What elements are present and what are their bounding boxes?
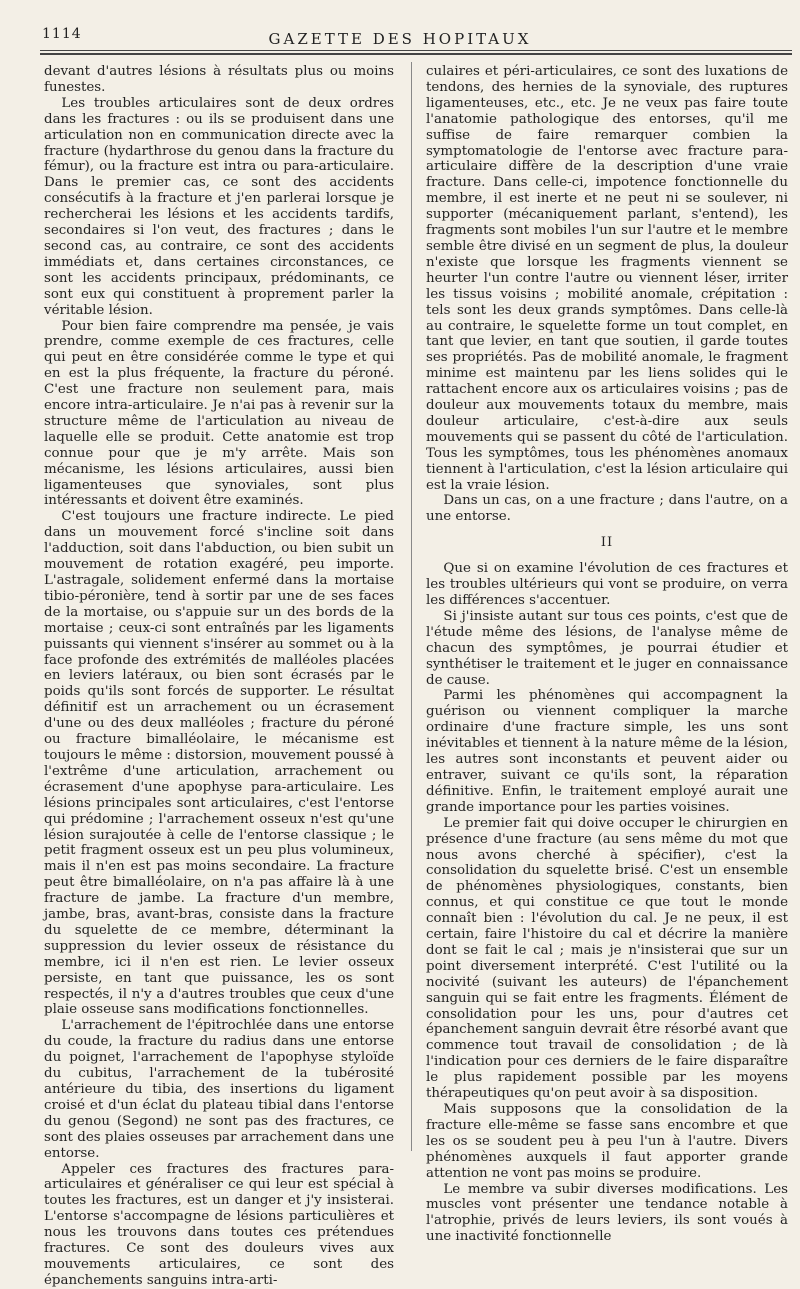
section-heading: II: [600, 535, 614, 551]
paragraph: Pour bien faire comprendre ma pensée, je vais prendre, comme exemple de ces fractures, celle qui peut en être considérée comme le type et qui en est la plus fréquente, la fracture du péroné. C'est une fracture non seulement para, mais encore intra-articulaire. Je n'ai pas à revenir sur la structure même de l'articulation au niveau de laquelle elle se produit. Cette anatomie est trop connue pour que je m'y arrête. Mais son mécanisme, les lésions articulaires, aussi bien ligamenteuses que synoviales, sont plus intéressants et doivent être examinés.: [44, 318, 394, 509]
paragraph: L'arrachement de l'épitrochlée dans une entorse du coude, la fracture du radius dans une entorse du poignet, l'arrachement de l'apophyse styloïde du cubitus, l'arrachement de la tubérosité antérieure du tibia, des insertions du ligament croisé et d'un éclat du plateau tibial dans l'entorse du genou (Segond) ne sont pas des fractures, ce sont des plaies osseuses par arrachement dans une entorse.: [44, 1018, 394, 1161]
paragraph: devant d'autres lésions à résultats plus ou moins funestes.: [44, 64, 394, 95]
paragraph: Parmi les phénomènes qui accompagnent la guérison ou viennent compliquer la marche ordinaire d'une fracture simple, les uns sont inévitables et tiennent à la nature même de la lésion, les autres sont inconstants et peuvent aider ou entraver, suivant ce qu'ils sont, la réparation définitive. Enfin, le traitement employé aurait une grande importance pour les parties voisines.: [426, 688, 788, 815]
paragraph: Les troubles articulaires sont de deux ordres dans les fractures : ou ils se produisent dans une articulation non en communication directe avec la fracture (hydarthrose du genou dans la fracture du fémur), ou la fracture est intra ou para-articulaire. Dans le premier cas, ce sont des accidents consécutifs à la fracture et j'en parlerai lorsque je rechercherai les lésions et les accidents tardifs, secondaires si l'on veut, des fractures ; dans le second cas, au contraire, ce sont des accidents immédiats et, dans certaines circonstances, ce sont les accidents principaux, prédominants, ce sont eux qui constituent à proprement parler la véritable lésion.: [44, 95, 394, 318]
paragraph: Si j'insiste autant sur tous ces points, c'est que de l'étude même des lésions, de l'analyse même de chacun des symptômes, je pourrai étudier et synthétiser le traitement et le juger en connaissance de cause.: [426, 608, 788, 688]
right-column: [426, 64, 788, 1245]
paragraph: culaires et péri-articulaires, ce sont des luxations de tendons, des hernies de la synoviale, des ruptures ligamenteuses, etc., etc. Je ne veux pas faire toute l'anatomie pathologique des entorses, qu'il me suffise de faire remarquer combien la symptomatologie de l'entorse avec fracture para-articulaire diffère de la description d'une vraie fracture. Dans celle-ci, impotence fonctionnelle du membre, il est inerte et ne peut ni se soulever, ni supporter (mécaniquement parlant, s'entend), les fragments sont mobiles l'un sur l'autre et le membre semble être divisé en un segment de plus, la douleur n'existe que lorsque les fragments viennent se heurter l'un contre l'autre ou viennent léser, irriter les tissus voisins ; mobilité anomale, crépitation : tels sont les deux grands symptômes. Dans celle-là au contraire, le squelette forme un tout complet, en tant que levier, en tant que soutien, il garde toutes ses propriétés. Pas de mobilité anomale, le fragment minime est maintenu par les liens solides qui le rattachent encore aux os articulaires voisins ; pas de douleur aux mouvements totaux du membre, mais douleur articulaire, c'est-à-dire aux seuls mouvements qui se passent du côté de l'articulation. Tous les symptômes, tous les phénomènes anomaux tiennent à l'articulation, c'est la lésion articulaire qui est la vraie lésion.: [426, 64, 788, 493]
page-number: 1114: [42, 26, 82, 42]
header-rule-double: [40, 53, 792, 55]
running-title: GAZETTE DES HOPITAUX: [268, 30, 532, 48]
left-column: [44, 64, 394, 1289]
paragraph: Le premier fait qui doive occuper le chirurgien en présence d'une fracture (au sens même du mot que nous avons cherché à spécifier), c'est la consolidation du squelette brisé. C'est un ensemble de phénomènes physiologiques, constants, bien connus, et qui constitue ce que tout le monde connaît bien : l'évolution du cal. Je ne peux, il est certain, faire l'histoire du cal et décrire la manière dont se fait le cal ; mais je n'insisterai que sur un point diversement interprété. C'est l'utilité ou la nocivité (suivant les auteurs) de l'épanchement sanguin qui se fait entre les fragments. Élément de consolidation pour les uns, pour d'autres cet épanchement sanguin devrait être résorbé avant que commence tout travail de consolidation ; de là l'indication pour ces derniers de le faire disparaître le plus rapidement possible par les moyens thérapeutiques qu'on peut avoir à sa disposition.: [426, 815, 788, 1102]
paragraph: Appeler ces fractures des fractures para-articulaires et généraliser ce qui leur est spécial à toutes les fractures, est un danger et j'y insisterai. L'entorse s'accompagne de lésions particulières et nous les trouvons dans toutes ces prétendues fractures. Ce sont des douleurs vives aux mouvements articulaires, ce sont des épanchements sanguins intra-arti-: [44, 1161, 394, 1288]
paragraph: Le membre va subir diverses modifications. Les muscles vont présenter une tendance notable à l'atrophie, privés de leurs leviers, ils sont voués à une inactivité fonctionnelle: [426, 1181, 788, 1245]
paragraph: Que si on examine l'évolution de ces fractures et les troubles ultérieurs qui vont se produire, on verra les différences s'accentuer.: [426, 561, 788, 608]
page-header: [0, 0, 800, 48]
paragraph: Mais supposons que la consolidation de la fracture elle-même se fasse sans encombre et que les os se soudent peu à peu l'un à l'autre. Divers phénomènes auxquels il faut apporter grande attention ne vont pas moins se produire.: [426, 1102, 788, 1181]
column-divider: [411, 62, 412, 1151]
paragraph: C'est toujours une fracture indirecte. Le pied dans un mouvement forcé s'incline soit dans l'adduction, soit dans l'abduction, ou bien subit un mouvement de rotation exagéré, peu importe. L'astragale, solidement enfermé dans la mortaise tibio-péronière, tend à sortir par une de ses faces de la mortaise, ou s'appuie sur un des bords de la mortaise ; ceux-ci sont entraînés par les ligaments puissants qui viennent s'insérer au sommet ou à la face profonde des extrémités de malléoles placées en leviers latéraux, ou bien sont écrasés par le poids qu'ils sont forcés de supporter. Le résultat définitif est un arrachement ou un écrasement d'une ou des deux malléoles ; fracture du péroné ou fracture bimalléolaire, le mécanisme est toujours le même : distorsion, mouvement poussé à l'extrême d'une articulation, arrachement ou écrasement d'une apophyse para-articulaire. Les lésions principales sont articulaires, c'est l'entorse qui prédomine ; l'arrachement osseux n'est qu'une lésion surajoutée à celle de l'entorse classique ; le petit fragment osseux est un peu plus volumineux, mais il n'en est pas moins secondaire. La fracture peut être bimalléolaire, on n'a pas affaire là à une fracture de jambe. La fracture d'un membre, jambe, bras, avant-bras, consiste dans la fracture du squelette de ce membre, déterminant la suppression du levier osseux de résistance du membre, ici il n'en est rien. Le levier osseux persiste, en tant que puissance, les os sont respectés, il n'y a d'autres troubles que ceux d'une plaie osseuse sans modifications fonctionnelles.: [44, 509, 395, 1018]
header-rule: [40, 50, 792, 51]
paragraph: Dans un cas, on a une fracture ; dans l'autre, on a une entorse.: [426, 493, 788, 525]
